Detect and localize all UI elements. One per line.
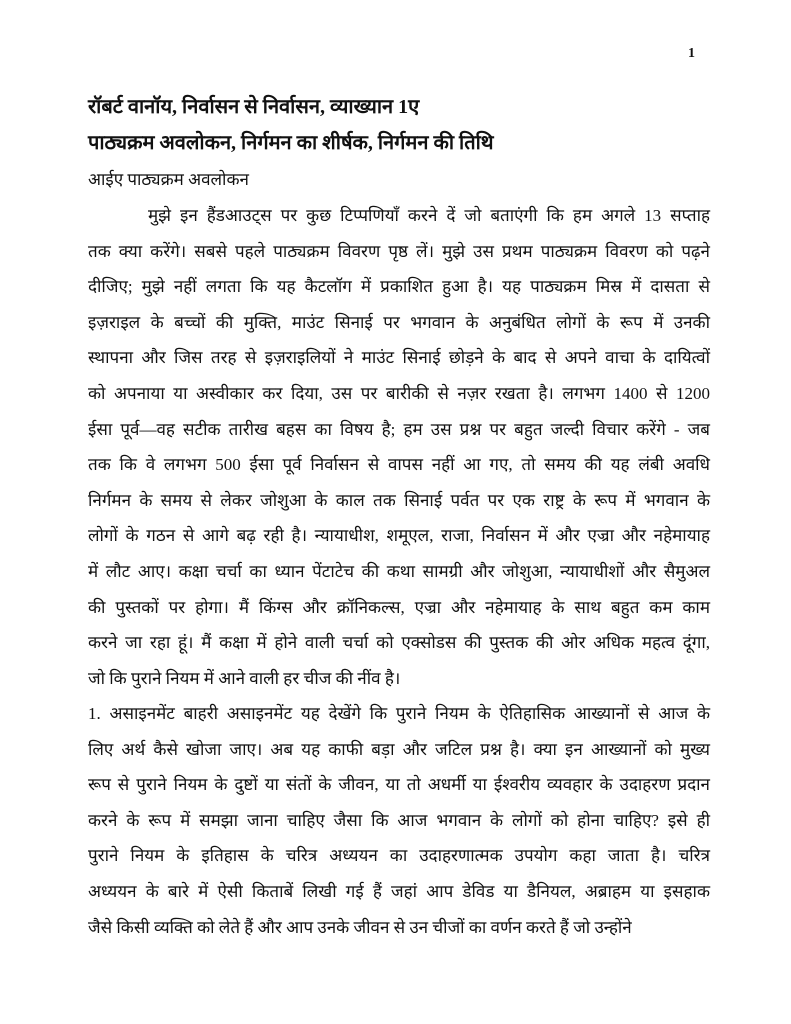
text-line: लिए अर्थ कैसे खोजा जाए। अब यह काफी बड़ा और जटिल प्रश्न है। क्या इन आख्यानों को मुख्य (88, 739, 710, 759)
text-line: ईसा पूर्व—वह सटीक तारीख बहस का विषय है; हम उस प्रश्न पर बहुत जल्दी विचार करेंगे - जब (88, 419, 710, 439)
text-line: में लौट आए। कक्षा चर्चा का ध्यान पेंटाटेच की कथा सामग्री और जोशुआ, न्यायाधीशों और सैमुअल (88, 562, 710, 581)
text-line: को अपनाया या अस्वीकार कर दिया, उस पर बारीकी से नज़र रखता है। लगभग 1400 से 1200 (88, 384, 710, 403)
text-line: 1. असाइनमेंट बाहरी असाइनमेंट यह देखेंगे कि पुराने नियम के ऐतिहासिक आख्यानों से आज के (88, 704, 710, 723)
text-line: जैसे किसी व्यक्ति को लेते हैं और आप उनके जीवन से उन चीजों का वर्णन करते हैं जो उन्होंने (88, 917, 632, 937)
text-line: रूप से पुराने नियम के दुष्टों या संतों के जीवन, या तो अधर्मी या ईश्वरीय व्यवहार के उदाहरण प्रदान (88, 775, 710, 795)
text-line: स्थापना और जिस तरह से इज़राइलियों ने माउंट सिनाई छोड़ने के बाद से अपने वाचा के दायित्वों (88, 348, 710, 368)
text-line: पुराने नियम के इतिहास के चरित्र अध्ययन का उदाहरणात्मक उपयोग कहा जाता है। चरित्र (88, 846, 710, 866)
document-subtitle: पाठ्यक्रम अवलोकन, निर्गमन का शीर्षक, निर्गमन की तिथि (88, 132, 494, 154)
text-line: दीजिए; मुझे नहीं लगता कि यह कैटलॉग में प्रकाशित हुआ है। यह पाठ्यक्रम मिस्र में दासता से (88, 277, 710, 297)
text-line: निर्गमन के समय से लेकर जोशुआ के काल तक सिनाई पर्वत पर एक राष्ट्र के रूप में भगवान के (88, 490, 710, 510)
text-line: तक कि वे लगभग 500 ईसा पूर्व निर्वासन से वापस नहीं आ गए, तो समय की यह लंबी अवधि (88, 455, 710, 475)
text-line: लोगों के गठन से आगे बढ़ रही है। न्यायाधीश, शमूएल, राजा, निर्वासन में और एज्रा और नहेमायाह (88, 526, 710, 546)
text-line: मुझे इन हैंडआउट्स पर कुछ टिप्पणियाँ करने दें जो बताएंगी कि हम अगले 13 सप्ताह (148, 206, 710, 225)
text-line: करने के रूप में समझा जाना चाहिए जैसा कि आज भगवान के लोगों को होना चाहिए? इसे ही (88, 810, 710, 830)
text-line: अध्ययन के बारे में ऐसी किताबें लिखी गई हैं जहां आप डेविड या डैनियल, अब्राहम या इसहाक (88, 882, 710, 901)
text-line: की पुस्तकों पर होगा। मैं किंग्स और क्रॉनिकल्स, एज्रा और नहेमायाह के साथ बहुत कम काम (88, 597, 710, 617)
text-line: तक क्या करेंगे। सबसे पहले पाठ्यक्रम विवरण पृष्ठ लें। मुझे उस प्रथम पाठ्यक्रम विवरण को पढ़ने (88, 241, 710, 261)
page-number: 1 (688, 46, 695, 61)
section-heading: आईए पाठ्यक्रम अवलोकन (88, 170, 249, 189)
document-title: रॉबर्ट वानॉय, निर्वासन से निर्वासन, व्याख्यान 1ए (88, 96, 420, 118)
text-line: इज़राइल के बच्चों की मुक्ति, माउंट सिनाई पर भगवान के अनुबंधित लोगों के रूप में उनकी (88, 312, 710, 332)
text-line: करने जा रहा हूं। मैं कक्षा में होने वाली चर्चा को एक्सोडस की पुस्तक की ओर अधिक महत्व दूंगा, (88, 633, 710, 653)
text-line: जो कि पुराने नियम में आने वाली हर चीज की नींव है। (88, 668, 401, 688)
